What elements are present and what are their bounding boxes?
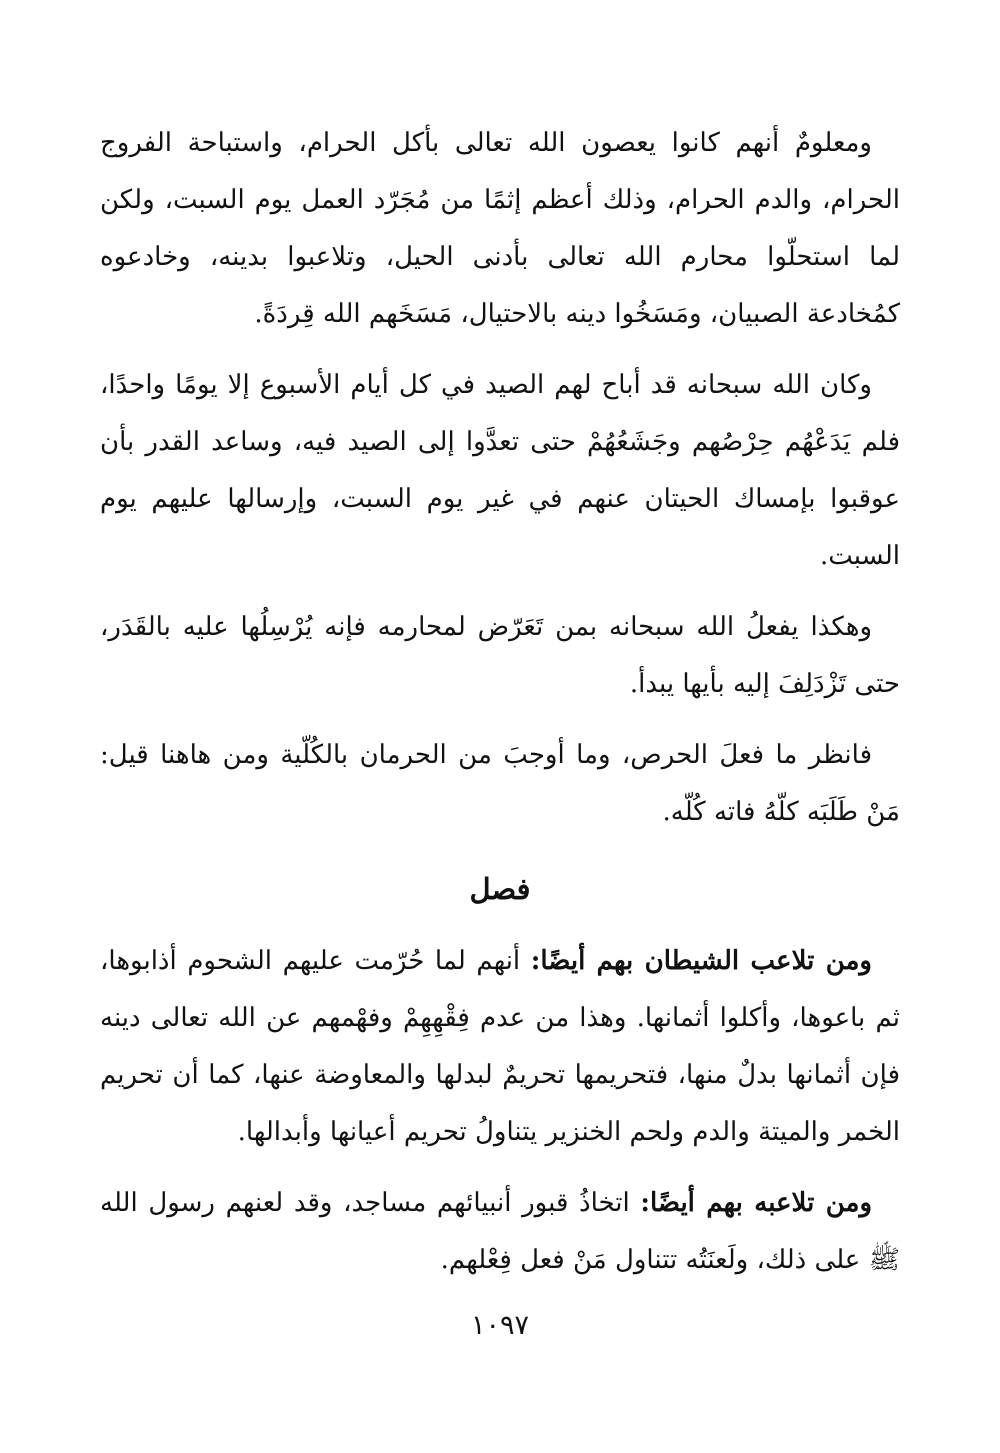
page-body (100, 115, 900, 1289)
paragraph-2-text: وكان الله سبحانه قد أباح لهم الصيد في كل أيام الأسبوع إلا يومًا واحدًا، فلم يَدَعْهُم حِرْصُهم وجَشَعُهُمْ حتى تعدَّوا إلى الصيد فيه، وساعد القدر بأن عوقبوا بإمساك الحيتان عنهم في غير يوم السبت، وإرسالها عليهم يوم السبت. (100, 370, 900, 571)
paragraph-1 (100, 115, 900, 343)
paragraph-3-text: وهكذا يفعلُ الله سبحانه بمن تَعَرّض لمحارمه فإنه يُرْسِلُها عليه بالقَدَر، حتى تَزْدَلِفَ إليه بأيها يبدأ. (100, 612, 900, 699)
paragraph-2 (100, 357, 900, 585)
section-heading: فصل (469, 872, 531, 906)
page-number: ١٠٩٧ (470, 1310, 529, 1341)
section-paragraph-2-lead: ومن تلاعبه بهم أيضًا: (640, 1188, 872, 1218)
section-paragraph-2-text: اتخاذُ قبور أنبيائهم مساجد، وقد لعنهم رسول الله ﷺ على ذلك، ولَعنَتُه تتناول مَنْ فعل فِعْلهم. (100, 1188, 900, 1275)
section-paragraph-1 (100, 933, 900, 1161)
paragraph-3 (100, 599, 900, 713)
section-paragraph-1-text: أنهم لما حُرّمت عليهم الشحوم أذابوها، ثم باعوها، وأكلوا أثمانها. وهذا من عدم فِقْهِهِمْ وفهْمهم عن الله تعالى دينه فإن أثمانها بدلٌ منها، فتحريمها تحريمٌ لبدلها والمعاوضة عنها، كما أن تحريم الخمر والميتة والدم ولحم الخنزير يتناولُ تحريم أعيانها وأبدالها. (100, 946, 900, 1147)
section-paragraph-2 (100, 1175, 900, 1289)
section-paragraph-1-lead: ومن تلاعب الشيطان بهم أيضًا: (530, 946, 872, 976)
paragraph-1-text: ومعلومٌ أنهم كانوا يعصون الله تعالى بأكل الحرام، واستباحة الفروج الحرام، والدم الحرام، وذلك أعظم إثمًا من مُجَرّد العمل يوم السبت، ولكن لما استحلّوا محارم الله تعالى بأدنى الحيل، وتلاعبوا بدينه، وخادعوه كمُخادعة الصبيان، ومَسَخُوا دينه بالاحتيال، مَسَخَهم الله قِردَةً. (100, 128, 900, 329)
paragraph-4-text: فانظر ما فعلَ الحرص، وما أوجبَ من الحرمان بالكُلّية ومن هاهنا قيل: مَنْ طَلَبَه كلّهُ فاته كُلّه. (100, 740, 900, 827)
paragraph-4 (100, 727, 900, 841)
